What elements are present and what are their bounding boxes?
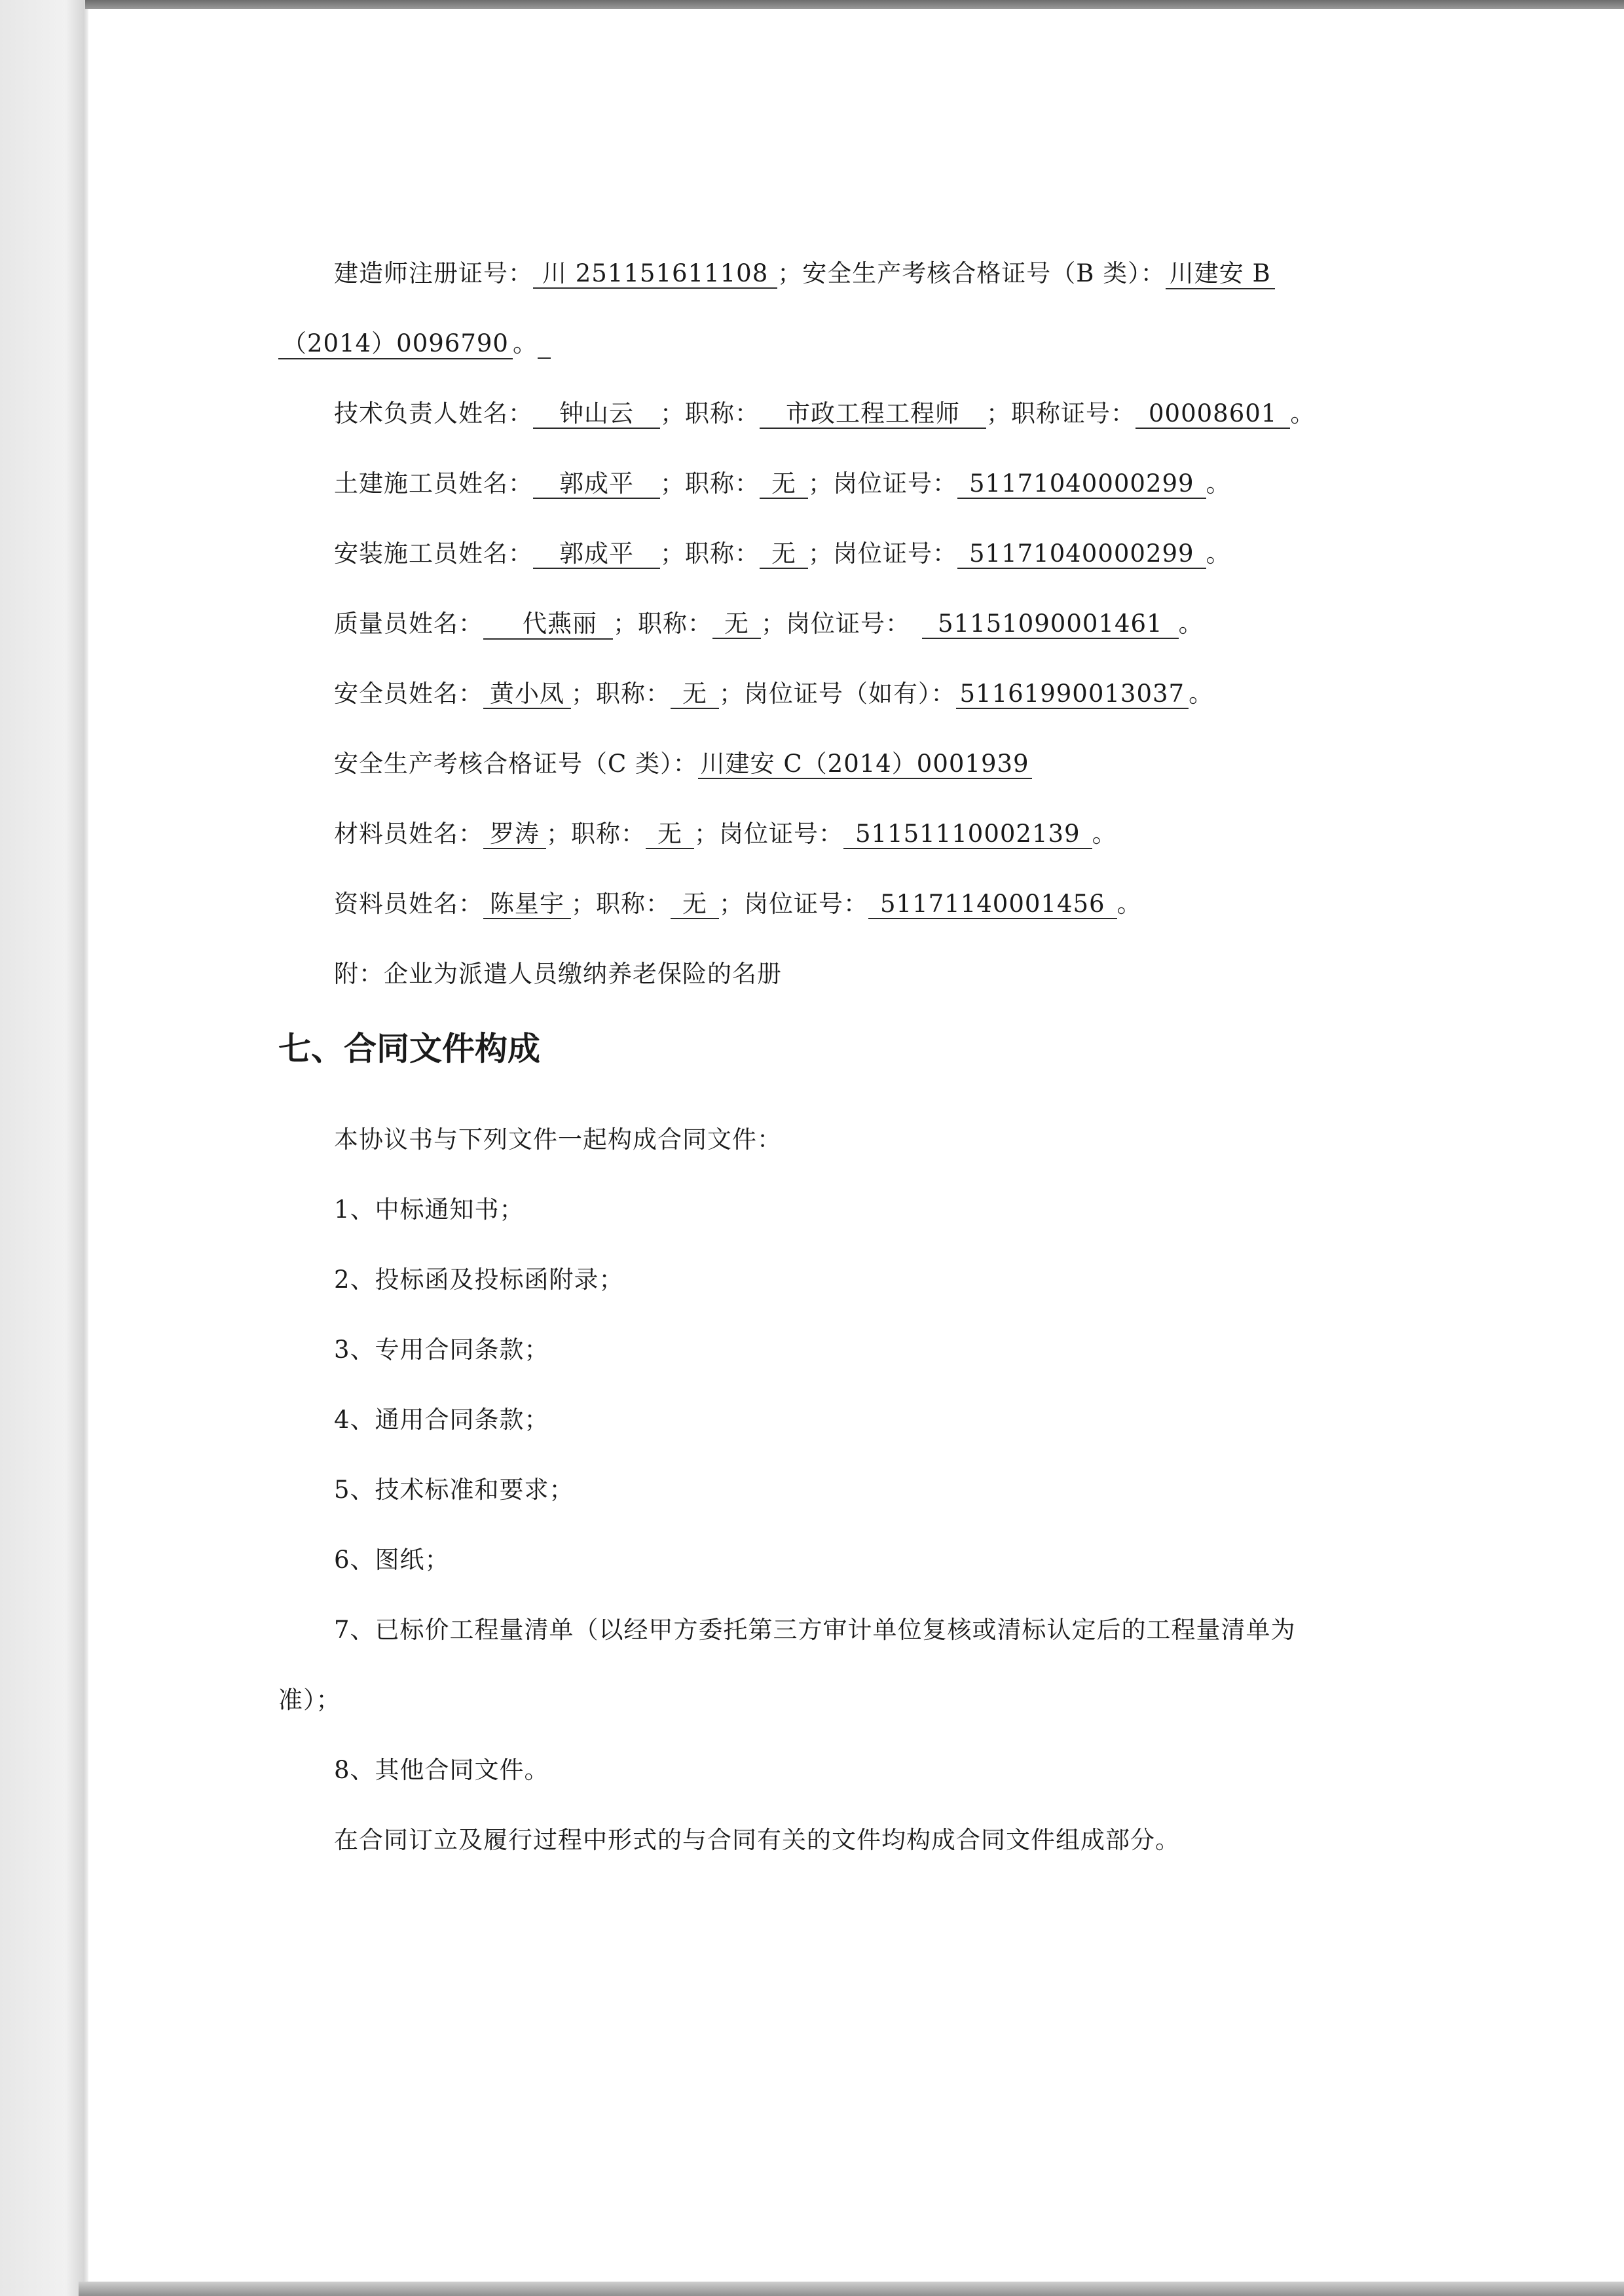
install-title: 无 — [760, 539, 808, 569]
title-label: ；职称： — [571, 890, 671, 918]
safety-c-line — [334, 748, 1032, 780]
title-label: ；职称： — [546, 820, 646, 848]
period: 。 — [1206, 539, 1231, 568]
period: 。 — [1189, 680, 1214, 708]
tech-lead-label: 技术负责人姓名： — [334, 399, 533, 428]
install-worker-line — [334, 538, 1231, 570]
builder-reg-label: 建造师注册证号： — [334, 259, 533, 287]
list-item: 4、通用合同条款； — [334, 1406, 549, 1434]
post-cert-label: ；岗位证号： — [808, 469, 957, 498]
safety-c-number: 川建安 C（2014）0001939 — [698, 750, 1032, 779]
title-cert-label: ；职称证号： — [986, 399, 1135, 428]
list-item-continuation: 准）； — [278, 1686, 341, 1714]
period: 。 — [1206, 469, 1231, 498]
safety-b-continuation-line — [278, 327, 551, 360]
document-worker-line — [334, 888, 1142, 920]
safety-label: 安全员姓名： — [334, 680, 483, 708]
material-label: 材料员姓名： — [334, 820, 483, 848]
quality-worker-line — [334, 608, 1204, 640]
quality-label: 质量员姓名： — [334, 610, 483, 638]
civil-worker-line — [334, 467, 1231, 500]
tech-lead-line — [334, 397, 1315, 430]
safety-b-number-part1: 川建安 B — [1166, 259, 1275, 289]
title-label: ；职称： — [571, 680, 671, 708]
quality-name: 代燕丽 — [483, 610, 613, 640]
post-cert-label: ；岗位证号： — [694, 820, 843, 848]
document-name: 陈星宇 — [483, 890, 571, 919]
safety-b-label: ；安全生产考核合格证号（B 类）： — [777, 259, 1166, 287]
post-cert-optional-label: ；岗位证号（如有）： — [719, 680, 956, 708]
civil-name: 郭成平 — [533, 469, 660, 499]
material-cert: 51151110002139 — [843, 820, 1092, 849]
material-title: 无 — [646, 820, 694, 849]
builder-reg-number: 川 251151611108 — [533, 259, 777, 289]
list-item: 3、专用合同条款； — [334, 1336, 549, 1364]
attachment-line: 附：企业为派遣人员缴纳养老保险的名册 — [334, 960, 782, 988]
install-cert: 51171040000299 — [957, 539, 1206, 569]
period: 。 — [1116, 890, 1142, 918]
document-title: 无 — [671, 890, 719, 919]
list-item: 5、技术标准和要求； — [334, 1476, 574, 1504]
install-label: 安装施工员姓名： — [334, 539, 533, 568]
quality-cert: 51151090001461 — [922, 610, 1179, 639]
list-item: 6、图纸； — [334, 1546, 450, 1574]
safety-c-label: 安全生产考核合格证号（C 类）： — [334, 750, 698, 778]
section-heading: 七、合同文件构成 — [278, 1030, 540, 1068]
safety-b-number-part2: （2014）0096790 — [278, 329, 513, 359]
line-end-period: 。 — [512, 329, 538, 357]
post-cert-label: ；岗位证号： — [761, 610, 910, 638]
document-cert: 51171140001456 — [868, 890, 1117, 919]
document-label: 资料员姓名： — [334, 890, 483, 918]
list-item: 7、已标价工程量清单（以经甲方委托第三方审计单位复核或清标认定后的工程量清单为 — [334, 1616, 1296, 1644]
safety-name: 黄小凤 — [483, 680, 571, 709]
blank-underline — [538, 329, 551, 359]
title-label: ；职称： — [660, 469, 760, 498]
civil-cert: 51171040000299 — [957, 469, 1206, 499]
tech-lead-title: 市政工程工程师 — [760, 399, 986, 429]
safety-cert: 51161990013037 — [956, 680, 1189, 709]
list-item: 8、其他合同文件。 — [334, 1756, 549, 1784]
title-label: ；职称： — [660, 399, 760, 428]
tech-lead-cert: 00008601 — [1135, 399, 1290, 429]
material-worker-line — [334, 818, 1117, 850]
period: 。 — [1092, 820, 1117, 848]
material-name: 罗涛 — [483, 820, 546, 849]
install-name: 郭成平 — [533, 539, 660, 569]
safety-worker-line — [334, 678, 1213, 710]
list-item: 1、中标通知书； — [334, 1195, 525, 1224]
post-cert-label: ；岗位证号： — [719, 890, 868, 918]
civil-label: 土建施工员姓名： — [334, 469, 533, 498]
post-cert-label: ；岗位证号： — [808, 539, 957, 568]
title-label: ；职称： — [613, 610, 712, 638]
closing-paragraph: 在合同订立及履行过程中形式的与合同有关的文件均构成合同文件组成部分。 — [334, 1826, 1180, 1854]
list-item: 2、投标函及投标函附录； — [334, 1266, 624, 1294]
civil-title: 无 — [760, 469, 808, 499]
tech-lead-name: 钟山云 — [533, 399, 660, 429]
quality-title: 无 — [712, 610, 761, 639]
section-intro: 本协议书与下列文件一起构成合同文件： — [334, 1125, 782, 1154]
period: 。 — [1290, 399, 1316, 428]
period: 。 — [1178, 610, 1204, 638]
builder-registration-line — [334, 257, 1275, 290]
title-label: ；职称： — [660, 539, 760, 568]
safety-title: 无 — [671, 680, 719, 709]
